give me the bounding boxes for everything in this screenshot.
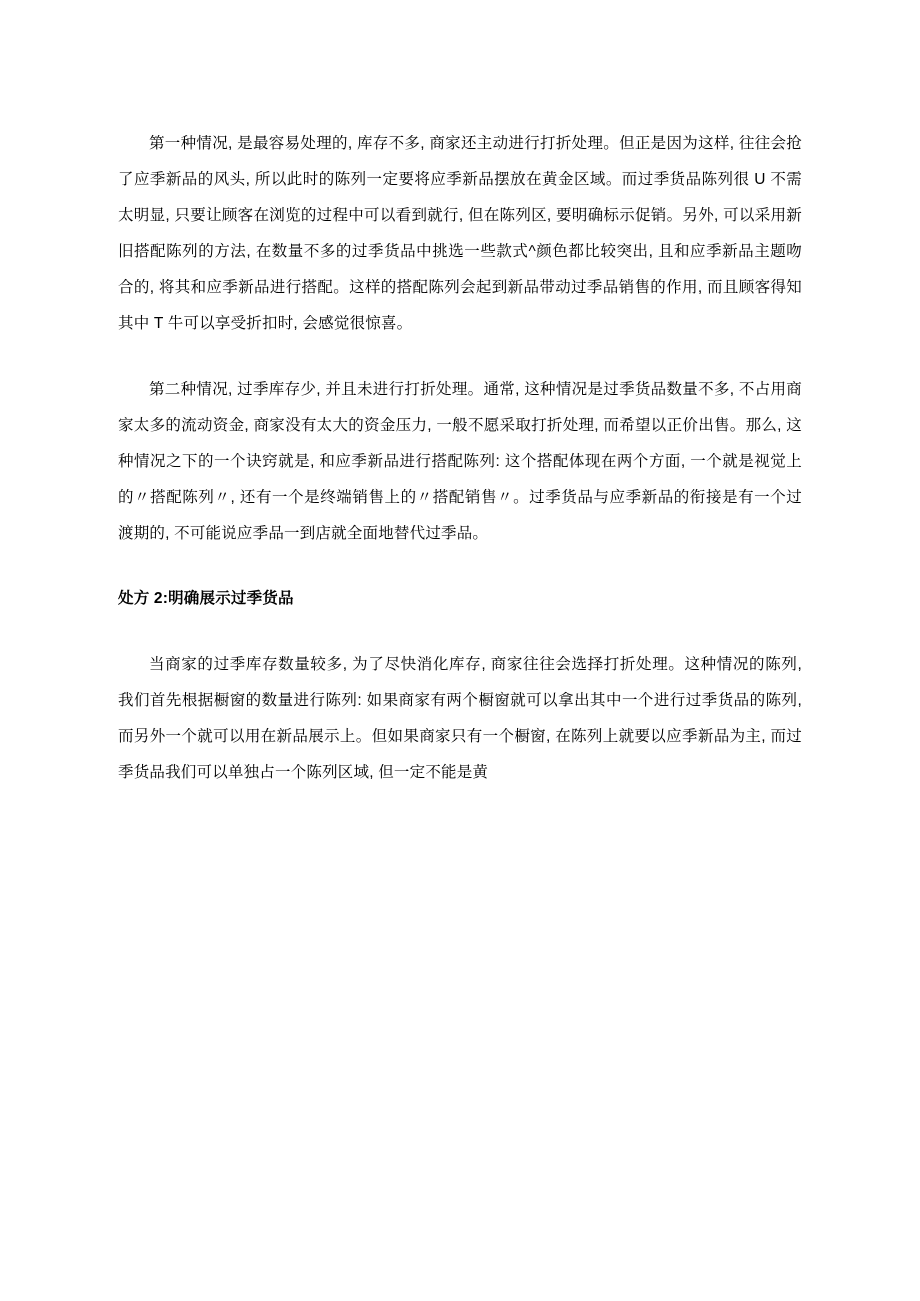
paragraph-first-case: 第一种情况, 是最容易处理的, 库存不多, 商家还主动进行打折处理。但正是因为这样, 往往会抢了应季新品的风头, 所以此时的陈列一定要将应季新品摆放在黄金区域。而过季货品陈列很 U 不需太明显, 只要让顾客在浏览的过程中可以看到就行, 但在陈列区, 要明确标示促销。另外, 可以采用新旧搭配陈列的方法, 在数量不多的过季货品中挑选一些款式^颜色都比较突出, 且和应季新品主题吻合的, 将其和应季新品进行搭配。这样的搭配陈列会起到新品带动过季品销售的作用, 而且顾客得知其中 T 牛可以享受折扣时, 会感觉很惊喜。: [118, 135, 802, 332]
paragraph-second-case: 第二种情况, 过季库存少, 并且未进行打折处理。通常, 这种情况是过季货品数量不多, 不占用商家太多的流动资金, 商家没有太大的资金压力, 一般不愿采取打折处理, 而希望以正价出售。那么, 这种情况之下的一个诀窍就是, 和应季新品进行搭配陈列: 这个搭配体现在两个方面, 一个就是视觉上的〃搭配陈列〃, 还有一个是终端销售上的〃搭配销售〃。过季货品与应季新品的衔接是有一个过渡期的, 不可能说应季品一到店就全面地替代过季品。: [118, 380, 802, 542]
document-body: [118, 126, 802, 791]
paragraph-display-off-season-goods: 当商家的过季库存数量较多, 为了尽快消化库存, 商家往往会选择打折处理。这种情况的陈列, 我们首先根据橱窗的数量进行陈列: 如果商家有两个橱窗就可以拿出其中一个进行过季货品的陈列, 而另外一个就可以用在新品展示上。但如果商家只有一个橱窗, 在陈列上就要以应季新品为主, 而过季货品我们可以单独占一个陈列区域, 但一定不能是黄: [118, 656, 802, 782]
section-heading-prescription-2: 处方 2:明确展示过季货品: [118, 590, 294, 608]
